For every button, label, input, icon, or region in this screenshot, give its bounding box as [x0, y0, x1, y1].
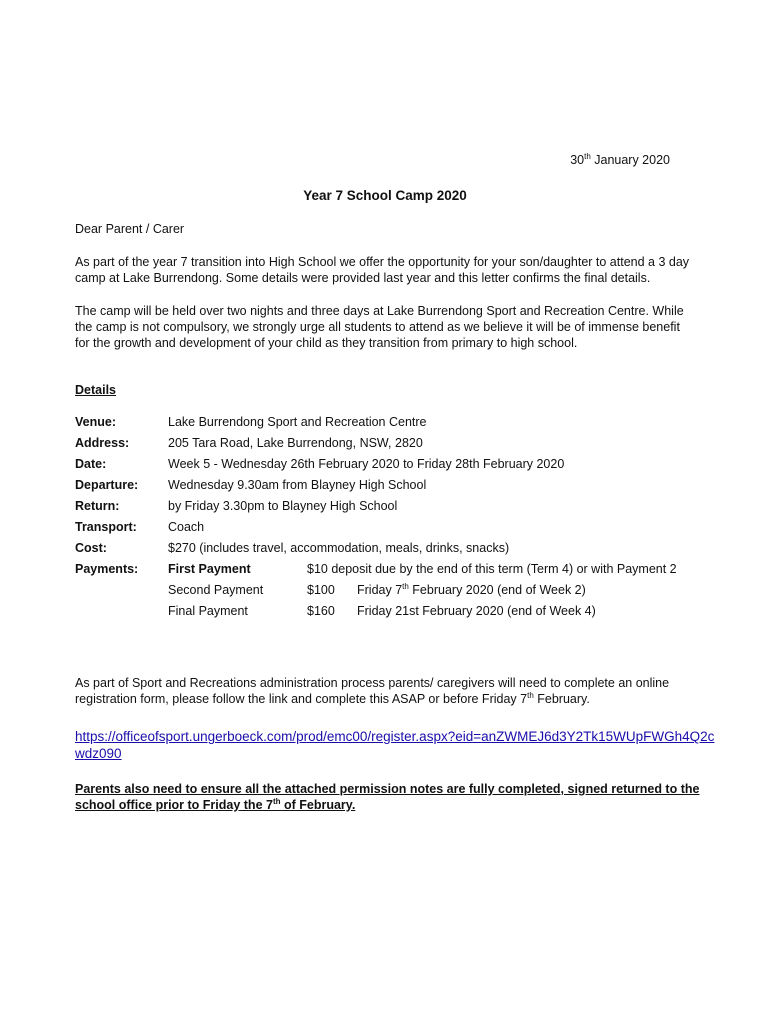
detail-label: Return: — [75, 499, 120, 513]
detail-label: Departure: — [75, 478, 139, 492]
detail-value: Coach — [168, 520, 205, 534]
detail-label: Transport: — [75, 520, 137, 534]
detail-row-return — [75, 499, 715, 519]
detail-label: Address: — [75, 436, 130, 450]
registration-text: As part of Sport and Recreations administration process parents/ caregivers will need to complete an online registration form, please follow the link and complete this ASAP or before Friday 7 — [75, 676, 670, 706]
intro-paragraph: As part of the year 7 transition into High School we offer the opportunity for your son/daughter to attend a 3 day camp at Lake Burrendong. Some details were provided last year and this letter confirms the final details. — [75, 255, 690, 285]
payment-row-second — [168, 583, 728, 603]
payment-due: Friday 21st February 2020 (end of Week 4) — [357, 604, 596, 618]
camp-paragraph: The camp will be held over two nights and three days at Lake Burrendong Sport and Recreation Centre. While the camp is not compulsory, we strongly urge all students to attend as we believe it will be of immense benefit for the growth and development of your child as they transition from primary to high school. — [75, 304, 684, 350]
notice-text-end: of February. — [280, 798, 356, 812]
payment-name: First Payment — [168, 562, 251, 576]
detail-value: Wednesday 9.30am from Blayney High School — [168, 478, 427, 492]
notice-sup: th — [272, 796, 281, 806]
payment-due-sup: th — [402, 581, 409, 591]
detail-label: Venue: — [75, 415, 116, 429]
payment-name: Final Payment — [168, 604, 248, 618]
detail-row-address — [75, 436, 715, 456]
payment-name: Second Payment — [168, 583, 264, 597]
registration-text-end: February. — [533, 692, 590, 706]
detail-row-venue — [75, 415, 715, 435]
detail-value: Week 5 - Wednesday 26th February 2020 to Friday 28th February 2020 — [168, 457, 565, 471]
detail-row-cost — [75, 541, 715, 561]
payment-due-post: February 2020 (end of Week 2) — [408, 583, 586, 597]
details-heading: Details — [75, 383, 116, 397]
notice-text: Parents also need to ensure all the attached permission notes are fully completed, signed returned to the school office prior to Friday the 7 — [75, 782, 700, 812]
detail-row-date — [75, 457, 715, 477]
detail-row-transport — [75, 520, 715, 540]
payment-amount: $160 — [307, 604, 335, 618]
letter-title: Year 7 School Camp 2020 — [303, 188, 467, 203]
registration-paragraph — [75, 675, 697, 707]
payment-row-final — [168, 604, 728, 624]
payment-due-pre: Friday 7 — [357, 583, 403, 597]
date-rest: January 2020 — [590, 153, 670, 167]
payment-amount: $10 deposit due by the end of this term (Term 4) or with Payment 2 — [307, 562, 677, 576]
detail-value: $270 (includes travel, accommodation, meals, drinks, snacks) — [168, 541, 510, 555]
letter-date — [570, 153, 670, 167]
payment-amount: $100 — [307, 583, 335, 597]
detail-label: Date: — [75, 457, 107, 471]
detail-value: by Friday 3.30pm to Blayney High School — [168, 499, 398, 513]
registration-link[interactable]: https://officeofsport.ungerboeck.com/prod/emc00/register.aspx?eid=anZWMEJ6d3Y2Tk15WUpFWGh4Q2cwdz090 — [75, 729, 715, 761]
payment-row-first — [168, 562, 728, 582]
detail-row-departure — [75, 478, 715, 498]
date-suffix: th — [584, 151, 591, 161]
detail-value: 205 Tara Road, Lake Burrendong, NSW, 2820 — [168, 436, 423, 450]
detail-label: Cost: — [75, 541, 107, 555]
permission-notice — [75, 781, 715, 813]
detail-label: Payments: — [75, 562, 139, 576]
registration-sup: th — [527, 690, 534, 700]
payment-due — [357, 583, 586, 597]
date-day: 30 — [570, 153, 585, 167]
detail-value: Lake Burrendong Sport and Recreation Centre — [168, 415, 427, 429]
salutation: Dear Parent / Carer — [75, 222, 185, 236]
